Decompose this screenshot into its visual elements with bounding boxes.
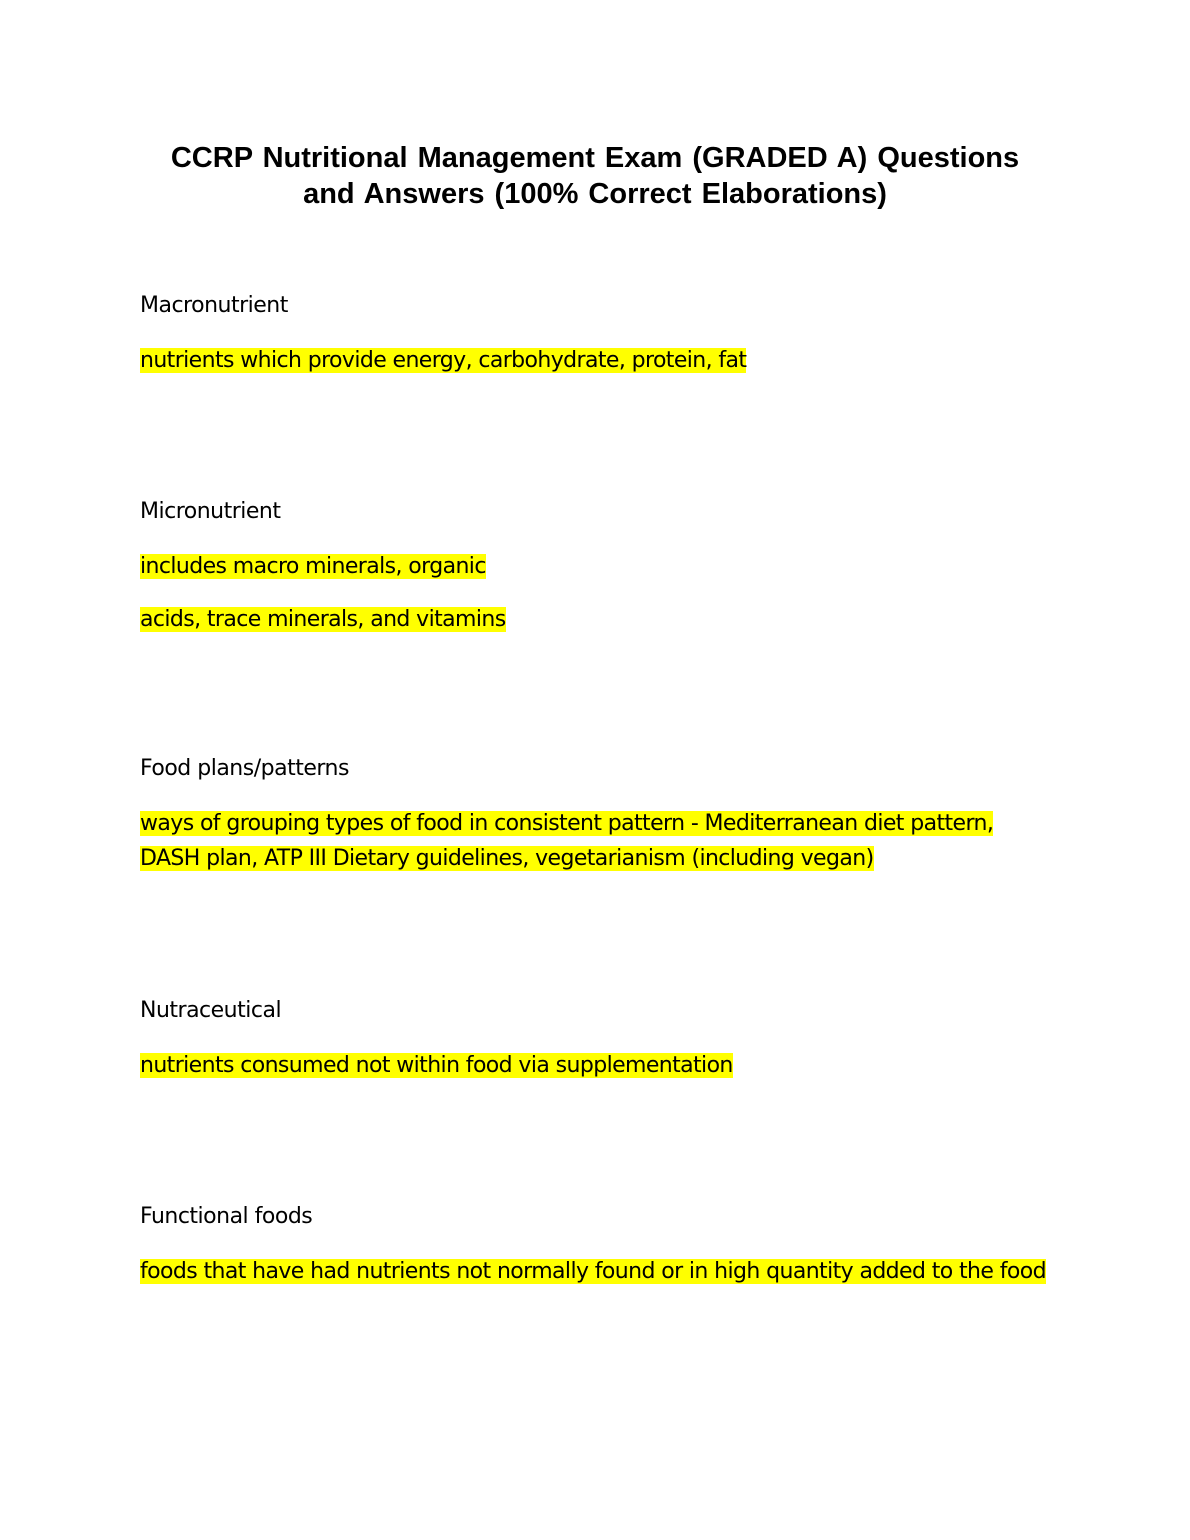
- highlighted-answer: foods that have had nutrients not normally found or in high quantity added to the food: [140, 1259, 1046, 1284]
- term-nutraceutical: Nutraceutical: [140, 998, 282, 1023]
- highlighted-answer: acids, trace minerals, and vitamins: [140, 607, 506, 632]
- page-title-line-1: CCRP Nutritional Management Exam (GRADED A) Questions: [170, 142, 1020, 174]
- definition-food-plans: [140, 806, 1020, 876]
- highlighted-answer: nutrients which provide energy, carbohydrate, protein, fat: [140, 348, 747, 373]
- qa-entry-micronutrient: [140, 497, 1060, 637]
- term-functional-foods: Functional foods: [140, 1204, 313, 1229]
- page-title: [95, 140, 1095, 212]
- highlighted-answer: ways of grouping types of food in consistent pattern - Mediterranean diet pattern, DASH plan, ATP III Dietary guidelines, vegetarianism (including vegan): [140, 811, 994, 871]
- term-micronutrient: Micronutrient: [140, 499, 281, 524]
- qa-entry-macronutrient: [140, 291, 1060, 378]
- term-macronutrient: Macronutrient: [140, 293, 288, 318]
- definition-nutraceutical: [140, 1048, 1060, 1083]
- highlighted-answer: includes macro minerals, organic: [140, 554, 486, 579]
- definition-micronutrient-line-1: [140, 549, 1060, 584]
- definition-macronutrient: [140, 343, 1060, 378]
- definition-micronutrient-line-2: [140, 602, 1060, 637]
- page-title-line-2: and Answers (100% Correct Elaborations): [303, 178, 887, 210]
- definition-functional-foods: [140, 1254, 1055, 1289]
- highlighted-answer: nutrients consumed not within food via supplementation: [140, 1053, 733, 1078]
- term-food-plans: Food plans/patterns: [140, 756, 349, 781]
- qa-entry-functional-foods: [140, 1202, 1060, 1289]
- qa-entry-food-plans: [140, 754, 1060, 876]
- qa-entry-nutraceutical: [140, 996, 1060, 1083]
